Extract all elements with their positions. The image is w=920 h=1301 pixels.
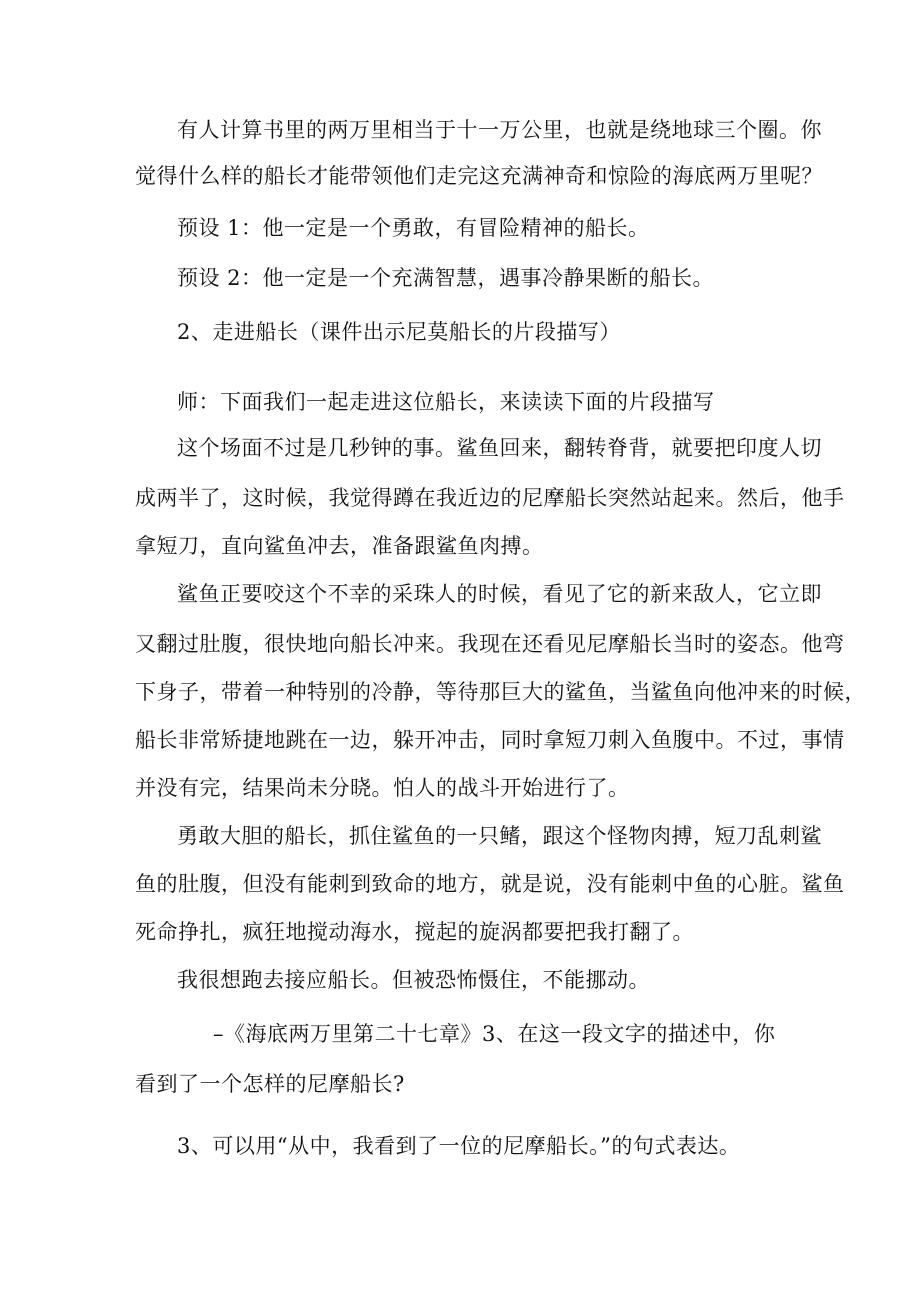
text-line: 预设 1：他一定是一个勇敢，有冒险精神的船长。 [177,216,650,240]
text-line: 鱼的肚腹，但没有能刺到致命的地方，就是说，没有能刺中鱼的心脏。鲨鱼 [135,872,845,896]
text-line: 勇敢大胆的船长，抓住鲨鱼的一只鳍，跟这个怪物肉搏，短刀乱刺鲨 [177,824,822,848]
text-line: 拿短刀，直向鲨鱼冲去，准备跟鲨鱼肉搏。 [135,534,544,558]
text-line: 有人计算书里的两万里相当于十一万公里，也就是绕地球三个圈。你 [177,118,822,142]
section-heading: 3、可以用“从中，我看到了一位的尼摩船长。”的句式表达。 [177,1134,741,1158]
text-line: 成两半了，这时候，我觉得蹲在我近边的尼摩船长突然站起来。然后，他手 [135,486,845,510]
text-line: 师：下面我们一起走进这位船长，来读读下面的片段描写 [177,390,715,414]
text-line: 下身子，带着一种特别的冷静，等待那巨大的鲨鱼，当鲨鱼向他冲来的时候， [135,680,866,704]
text-line: 我很想跑去接应船长。但被恐怖慑住，不能挪动。 [177,968,650,992]
text-line: 觉得什么样的船长才能带领他们走完这充满神奇和惊险的海底两万里呢？ [135,164,823,188]
text-line: 又翻过肚腹，很快地向船长冲来。我现在还看见尼摩船长当时的姿态。他弯 [135,632,845,656]
text-line: 鲨鱼正要咬这个不幸的采珠人的时候，看见了它的新来敌人，它立即 [177,582,822,606]
section-heading: 2、走进船长（课件出示尼莫船长的片段描写） [177,320,621,344]
text-line: 这个场面不过是几秒钟的事。鲨鱼回来，翻转脊背，就要把印度人切 [177,436,822,460]
text-line: 船长非常矫捷地跳在一边，躲开冲击，同时拿短刀刺入鱼腹中。不过，事情 [135,728,845,752]
text-line: 预设 2：他一定是一个充满智慧，遇事冷静果断的船长。 [177,266,715,290]
text-line: 并没有完，结果尚未分晓。怕人的战斗开始进行了。 [135,776,630,800]
text-line: 看到了一个怎样的尼摩船长? [135,1072,405,1096]
citation-line: –《海底两万里第二十七章》3、在这一段文字的描述中，你 [213,1022,776,1046]
text-line: 死命挣扎，疯狂地搅动海水，搅起的旋涡都要把我打翻了。 [135,920,694,944]
